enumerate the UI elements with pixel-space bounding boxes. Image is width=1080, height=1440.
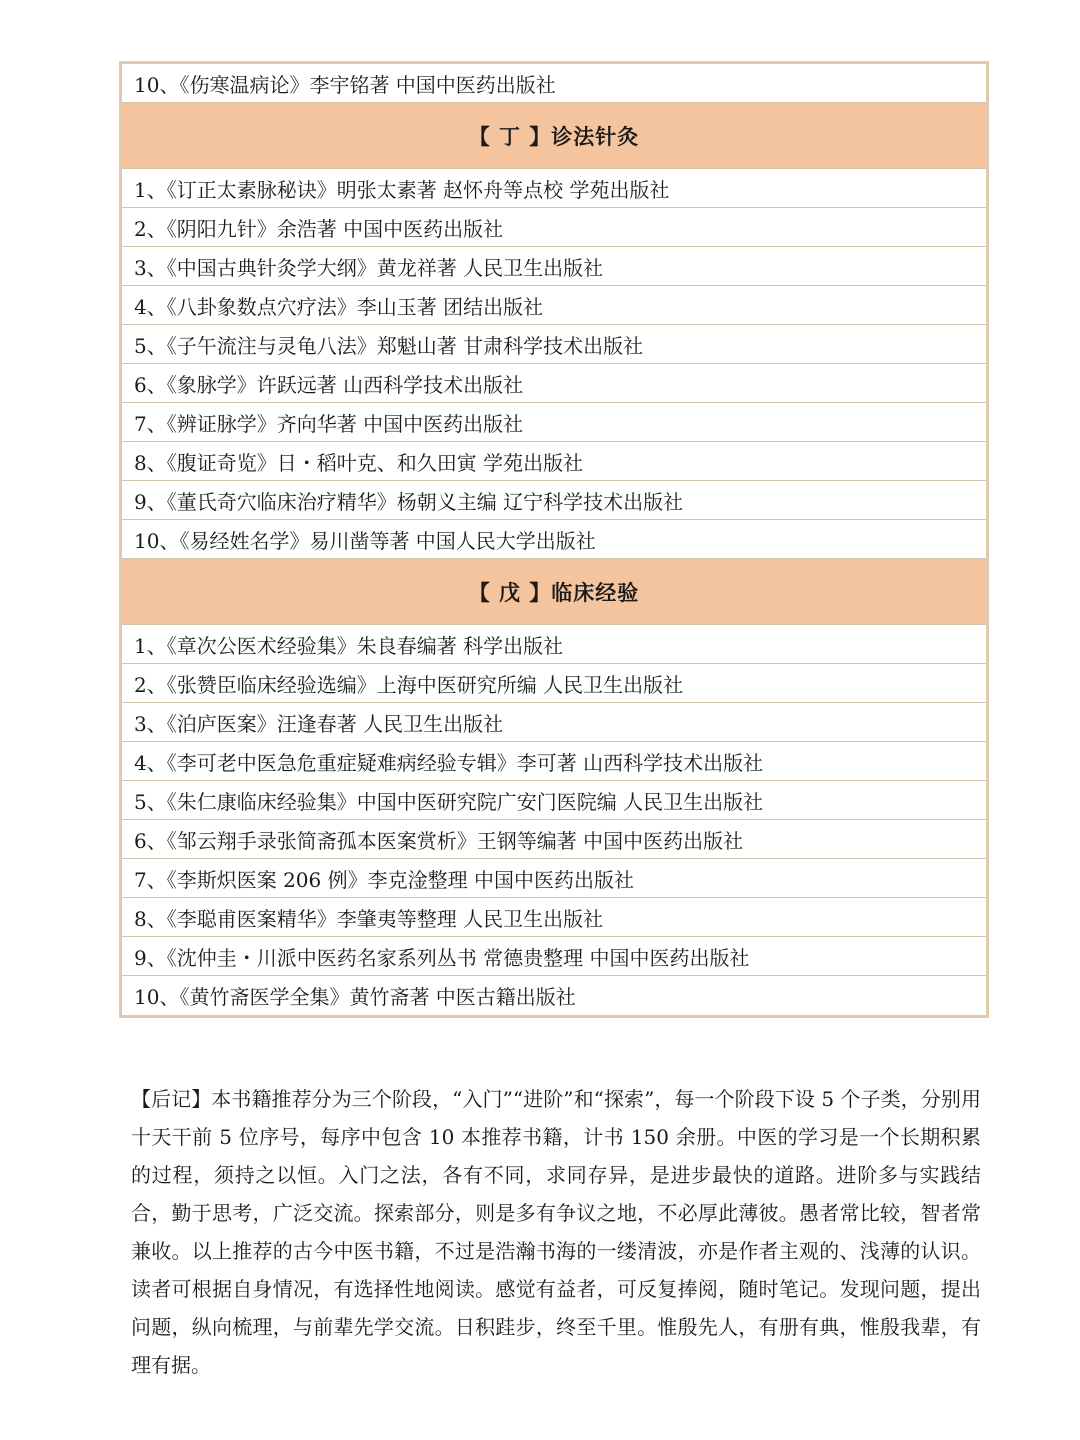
book-row: 2、《阴阳九针》余浩著 中国中医药出版社	[122, 208, 986, 247]
book-row: 6、《邹云翔手录张简斋孤本医案赏析》王钢等编著 中国中医药出版社	[122, 820, 986, 859]
afterword-paragraph	[131, 1080, 981, 1384]
book-row: 6、《象脉学》许跃远著 山西科学技术出版社	[122, 364, 986, 403]
book-row: 2、《张赞臣临床经验选编》上海中医研究所编 人民卫生出版社	[122, 664, 986, 703]
book-row: 4、《八卦象数点穴疗法》李山玉著 团结出版社	[122, 286, 986, 325]
book-row: 8、《腹证奇览》日・稻叶克、和久田寅 学苑出版社	[122, 442, 986, 481]
book-row: 5、《子午流注与灵龟八法》郑魁山著 甘肃科学技术出版社	[122, 325, 986, 364]
book-row: 10、《黄竹斋医学全集》黄竹斋著 中医古籍出版社	[134, 985, 576, 1009]
afterword-text: 本书籍推荐分为三个阶段，“入门”“进阶”和“探索”，每一个阶段下设 5 个子类，分别用十天干前 5 位序号，每序中包含 10 本推荐书籍，计书 150 余册。中医的学习是一个长期积累的过程，须持之以恒。入门之法，各有不同，求同存异，是进步最快的道路。进阶多与实践结合，勤于思考，广泛交流。探索部分，则是多有争议之地，不必厚此薄彼。愚者常比较，智者常兼收。以上推荐的古今中医书籍，不过是浩瀚书海的一缕清波，亦是作者主观的、浅薄的认识。读者可根据自身情况，有选择性地阅读。感觉有益者，可反复捧阅，随时笔记。发现问题，提出问题，纵向梳理，与前辈先学交流。日积跬步，终至千里。惟殷先人，有册有典，惟殷我辈，有理有据。	[131, 1087, 981, 1377]
section-header: 【 戊 】临床经验	[122, 559, 986, 625]
book-row: 9、《沈仲圭・川派中医药名家系列丛书 常德贵整理 中国中医药出版社	[122, 937, 986, 976]
book-row: 3、《中国古典针灸学大纲》黄龙祥著 人民卫生出版社	[122, 247, 986, 286]
book-row: 7、《李斯炽医案 206 例》李克淦整理 中国中医药出版社	[122, 859, 986, 898]
book-list-table	[119, 61, 989, 1018]
book-row: 1、《章次公医术经验集》朱良春编著 科学出版社	[122, 625, 986, 664]
section-header: 【 丁 】诊法针灸	[122, 103, 986, 169]
book-row: 4、《李可老中医急危重症疑难病经验专辑》李可著 山西科学技术出版社	[122, 742, 986, 781]
book-row: 7、《辨证脉学》齐向华著 中国中医药出版社	[122, 403, 986, 442]
book-row: 9、《董氏奇穴临床治疗精华》杨朝义主编 辽宁科学技术出版社	[122, 481, 986, 520]
book-row: 3、《泊庐医案》汪逢春著 人民卫生出版社	[122, 703, 986, 742]
book-row: 1、《订正太素脉秘诀》明张太素著 赵怀舟等点校 学苑出版社	[122, 169, 986, 208]
book-row: 10、《易经姓名学》易川凿等著 中国人民大学出版社	[122, 520, 986, 559]
afterword-label: 【后记】	[131, 1087, 212, 1111]
book-row: 10、《伤寒温病论》李宇铭著 中国中医药出版社	[122, 64, 986, 103]
book-row: 5、《朱仁康临床经验集》中国中医研究院广安门医院编 人民卫生出版社	[122, 781, 986, 820]
book-row: 8、《李聪甫医案精华》李肇夷等整理 人民卫生出版社	[122, 898, 986, 937]
